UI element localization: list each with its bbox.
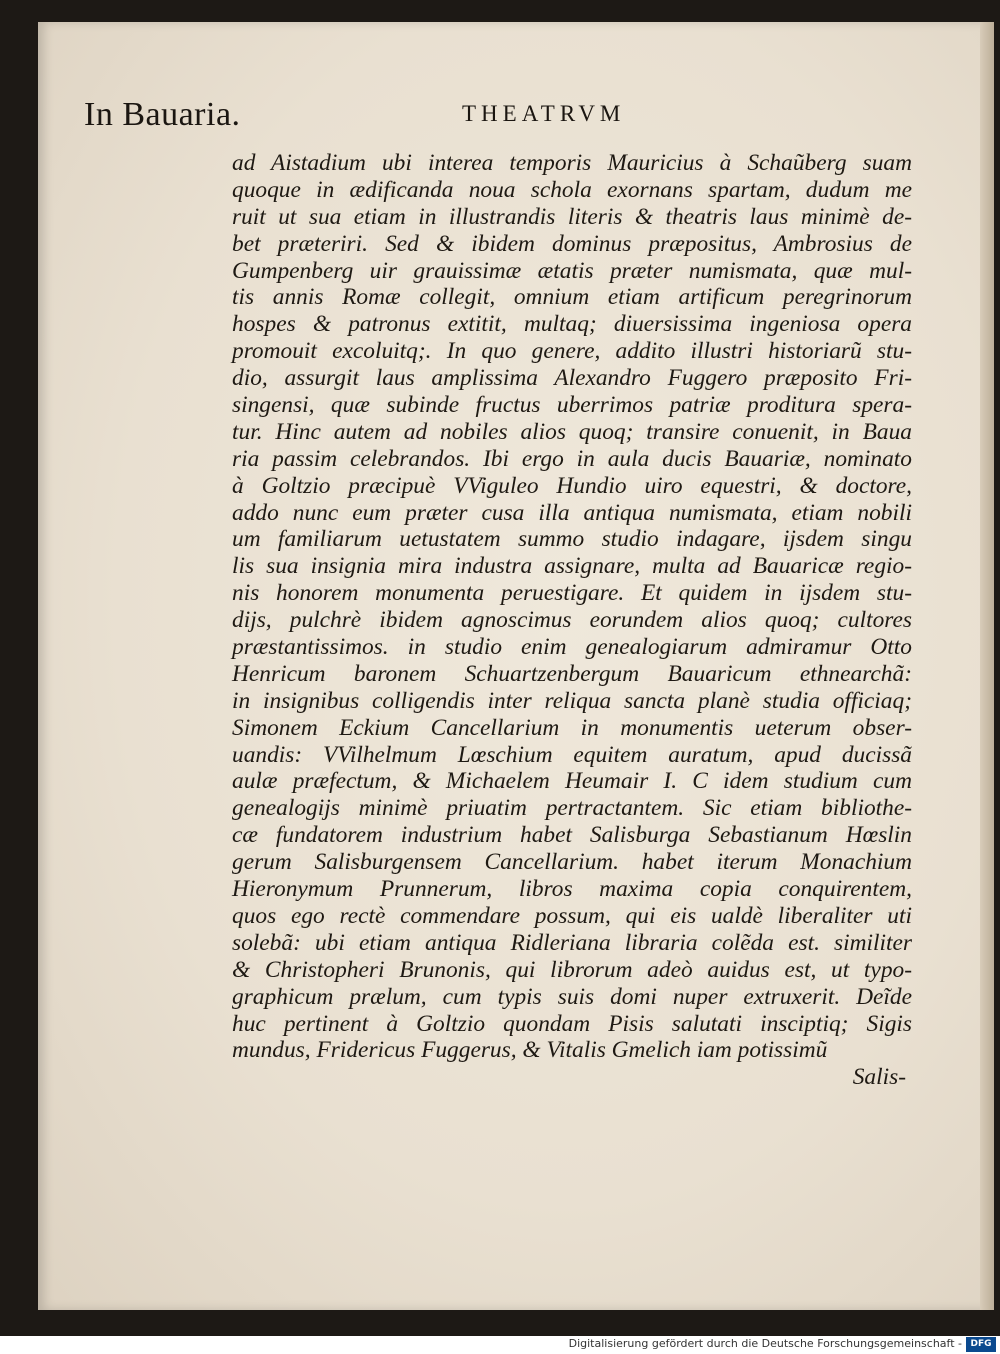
running-head: THEATRVM bbox=[462, 101, 626, 126]
text-line: aulæ præfectum, & Michaelem Heumair I. C idem studium cum bbox=[232, 768, 912, 795]
text-line: hospes & patronus extitit, multaq; diuersissima ingeniosa opera bbox=[232, 311, 912, 338]
page-gutter bbox=[980, 22, 994, 1310]
text-line: nis honorem monumenta peruestigare. Et quidem in ijsdem stu- bbox=[232, 580, 912, 607]
funding-notice: Digitalisierung gefördert durch die Deutsche Forschungsgemeinschaft - bbox=[568, 1337, 962, 1350]
text-line: uandis: VVilhelmum Lœschium equitem auratum, apud ducissã bbox=[232, 741, 912, 768]
text-line: genealogijs minimè priuatim pertractantem. Sic etiam bibliothe- bbox=[232, 795, 912, 822]
text-line: cæ fundatorem industrium habet Salisburga Sebastianum Hœslin bbox=[232, 822, 912, 849]
text-line: in insignibus colligendis inter reliqua sancta planè studia officiaq; bbox=[232, 687, 912, 714]
text-line: Gumpenberg uir grauissimæ ætatis præter numismata, quæ mul- bbox=[232, 257, 912, 284]
text-line: addo nunc eum præter cusa illa antiqua numismata, etiam nobili bbox=[232, 499, 912, 526]
text-line: quos ego rectè commendare possum, qui eis ualdè liberaliter uti bbox=[232, 902, 912, 929]
text-line: solebã: ubi etiam antiqua Ridleriana libraria colẽda est. similiter bbox=[232, 929, 912, 956]
text-line: um familiarum uetustatem summo studio indagare, ijsdem singu bbox=[232, 526, 912, 553]
text-line: à Goltzio præcipuè VViguleo Hundio uiro equestri, & doctore, bbox=[232, 472, 912, 499]
body-text bbox=[232, 150, 912, 1091]
text-line: dijs, pulchrè ibidem agnoscimus eorundem alios quoq; cultores bbox=[232, 607, 912, 634]
dfg-logo-icon[interactable]: DFG bbox=[966, 1337, 996, 1352]
text-line: bet præteriri. Sed & ibidem dominus præpositus, Ambrosius de bbox=[232, 230, 912, 257]
text-line: & Christopheri Brunonis, qui librorum adeò auidus est, ut typo- bbox=[232, 956, 912, 983]
text-line: quoque in ædificanda noua schola exornans spartam, dudum me bbox=[232, 176, 912, 203]
text-line: Henricum baronem Schuartzenbergum Bauaricum ethnearchã: bbox=[232, 660, 912, 687]
footer-bar bbox=[0, 1336, 1000, 1354]
text-line: tis annis Romæ collegit, omnium etiam artificum peregrinorum bbox=[232, 284, 912, 311]
text-line: tur. Hinc autem ad nobiles alios quoq; transire conuenit, in Baua bbox=[232, 418, 912, 445]
text-line: præstantissimos. in studio enim genealogiarum admiramur Otto bbox=[232, 634, 912, 661]
margin-note: In Bauaria. bbox=[84, 96, 241, 133]
text-line: mundus, Fridericus Fuggerus, & Vitalis Gmelich iam potissimũ bbox=[232, 1037, 828, 1064]
text-line: promouit excoluitq;. In quo genere, addito illustri historiarũ stu- bbox=[232, 338, 912, 365]
catchword: Salis- bbox=[852, 1064, 906, 1091]
text-line: dio, assurgit laus amplissima Alexandro Fuggero præposito Fri- bbox=[232, 365, 912, 392]
text-line: lis sua insignia mira industra assignare, multa ad Bauaricæ regio- bbox=[232, 553, 912, 580]
text-line: ruit ut sua etiam in illustrandis literis & theatris laus minimè de- bbox=[232, 203, 912, 230]
text-line: ad Aistadium ubi interea temporis Mauricius à Schaũberg suam bbox=[232, 150, 912, 176]
text-line: Hieronymum Prunnerum, libros maxima copia conquirentem, bbox=[232, 876, 912, 903]
text-line: singensi, quæ subinde fructus uberrimos patriæ proditura spera- bbox=[232, 392, 912, 419]
text-line: gerum Salisburgensem Cancellarium. habet iterum Monachium bbox=[232, 849, 912, 876]
text-line: Simonem Eckium Cancellarium in monumentis ueterum obser- bbox=[232, 714, 912, 741]
text-line: huc pertinent à Goltzio quondam Pisis salutati insciptiq; Sigis bbox=[232, 1010, 912, 1037]
text-line: graphicum prælum, cum typis suis domi nuper extruxerit. Deĩde bbox=[232, 983, 912, 1010]
text-line: ria passim celebrandos. Ibi ergo in aula ducis Bauariæ, nominato bbox=[232, 445, 912, 472]
